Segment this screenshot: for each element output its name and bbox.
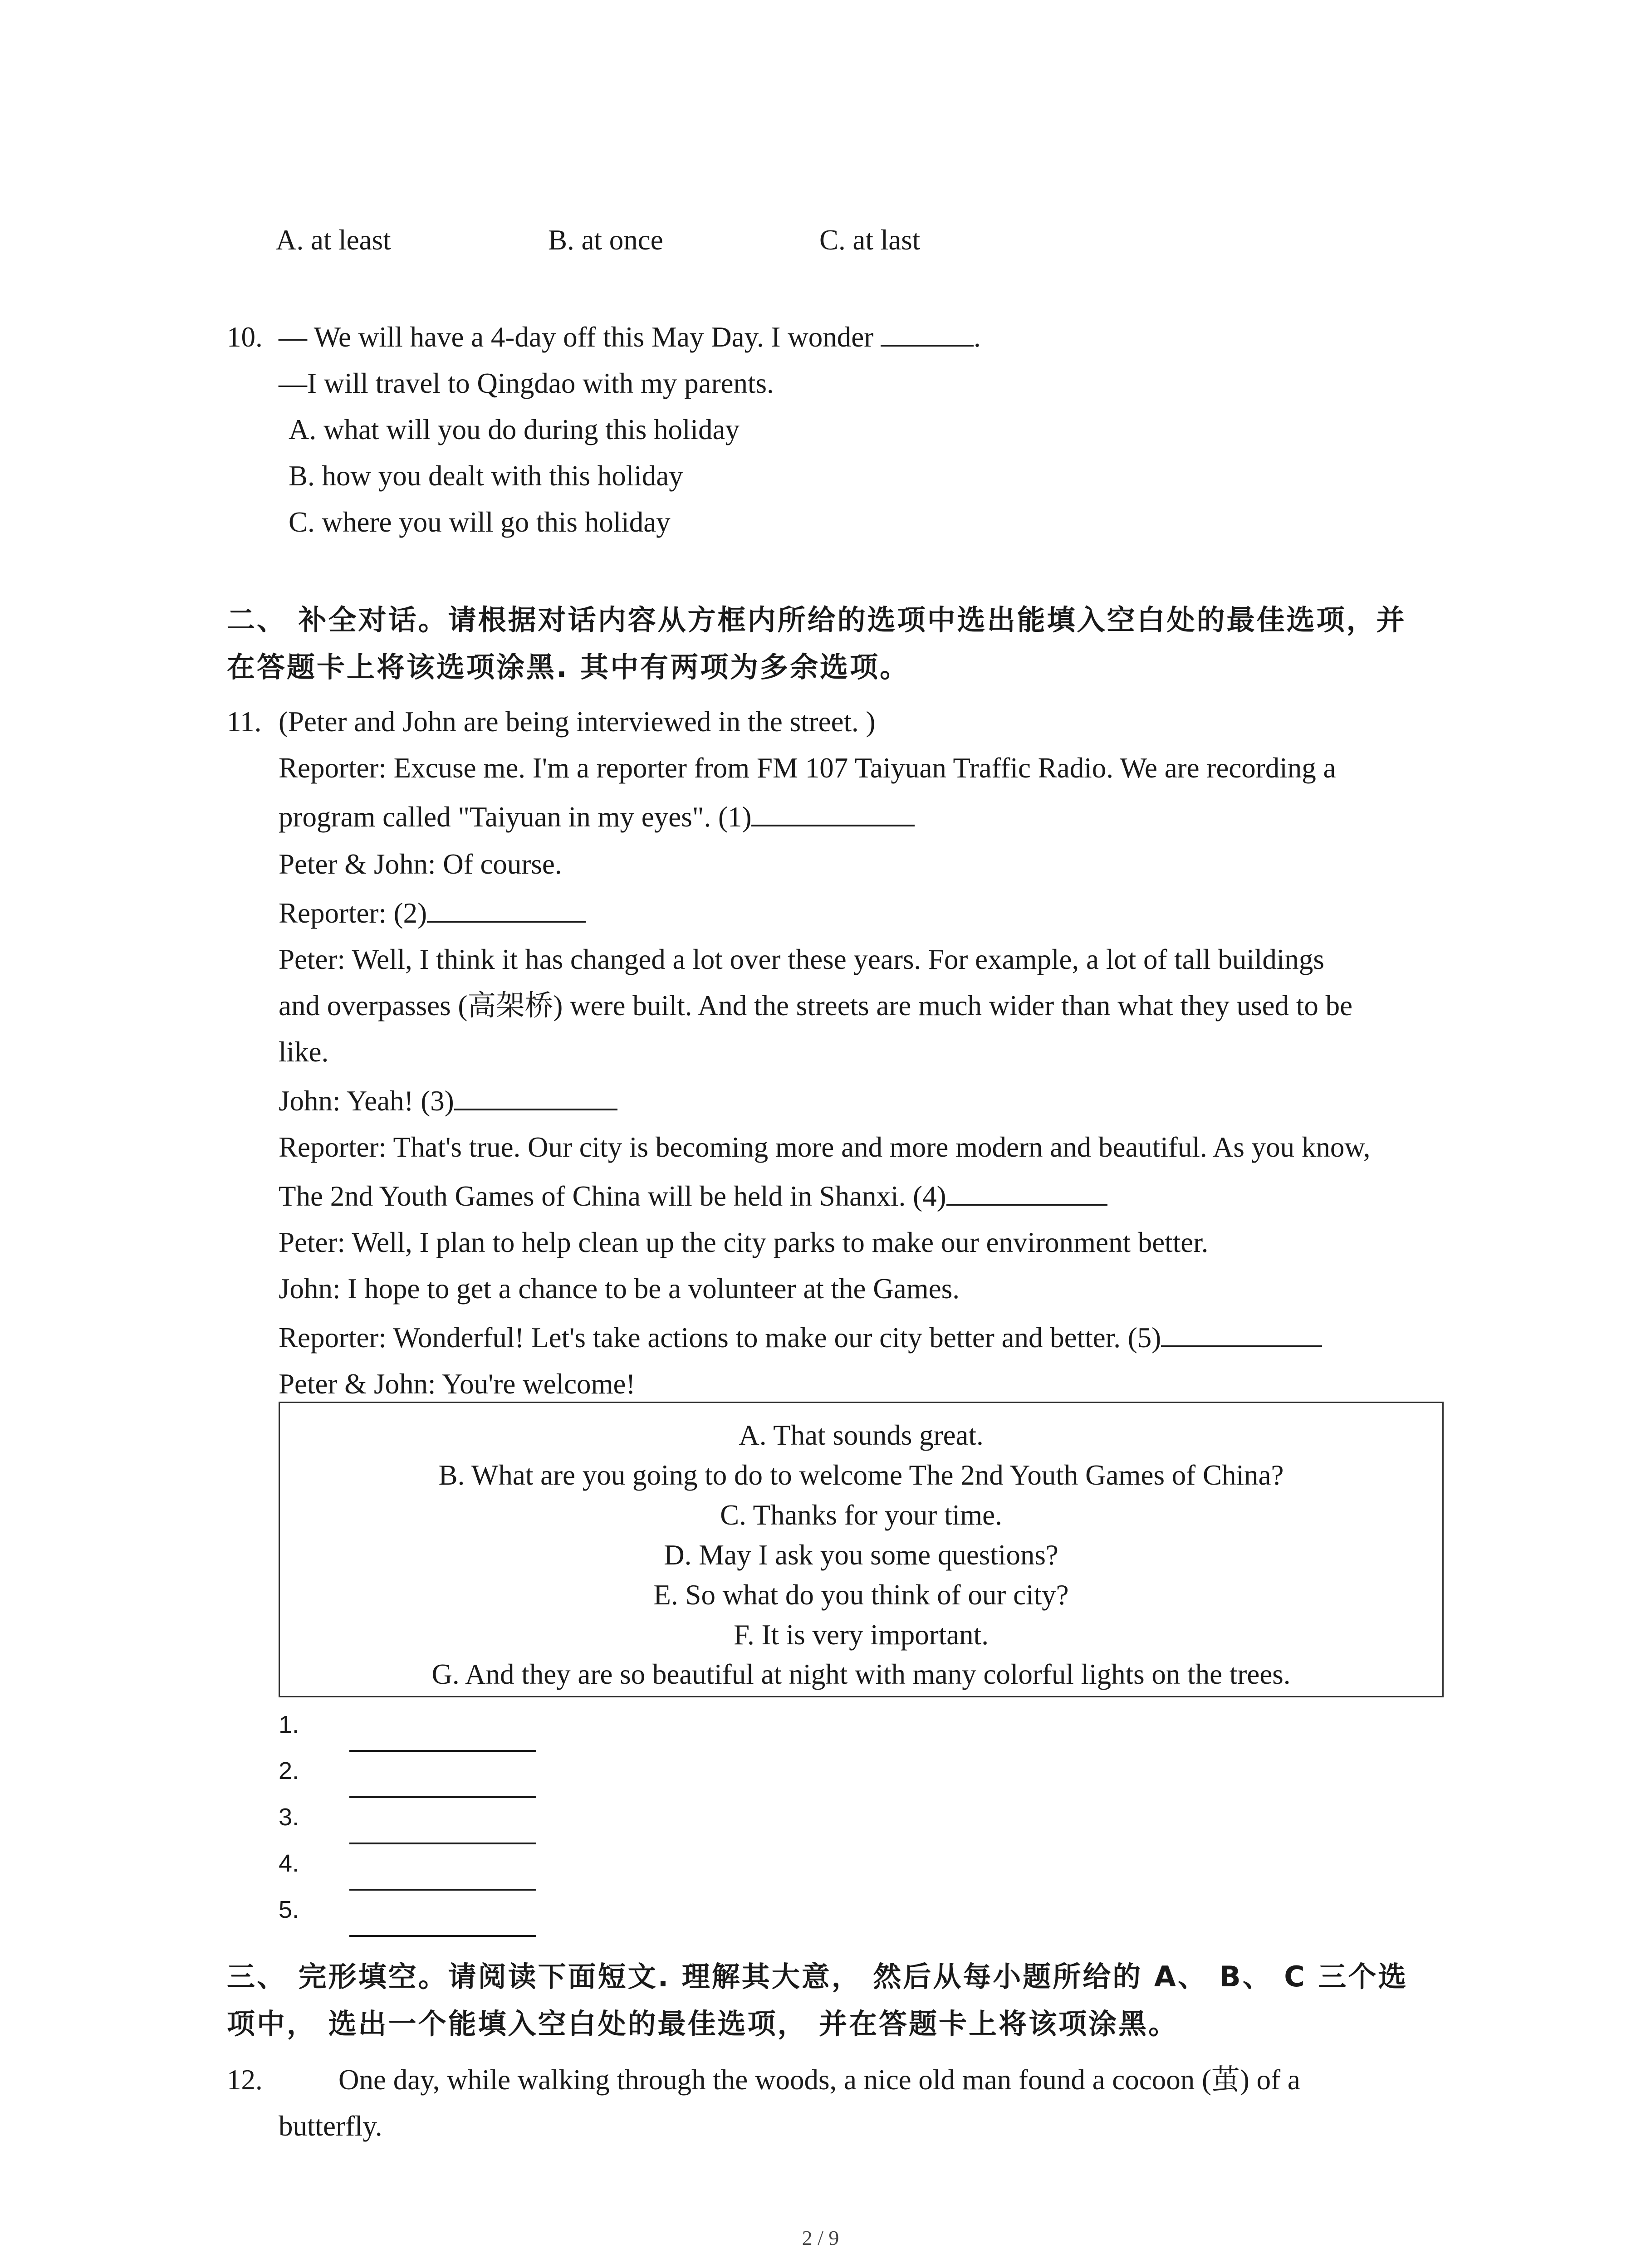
q10-prompt [279,323,981,352]
options-box [279,1402,1444,1697]
section2-heading-line1: 二、 补全对话。请根据对话内容从方框内所给的选项中选出能填入空白处的最佳选项，并 [227,603,1406,636]
q10-option-a: A. what will you do during this holiday [289,414,740,445]
answer-number-2: 2. [279,1757,299,1784]
q11-line-5 [279,899,586,928]
q10-option-b: B. how you dealt with this holiday [289,460,683,492]
q10-number: 10. [227,321,263,353]
q9-option-c: C. at last [819,224,921,256]
q11-line-9 [279,1087,617,1115]
answer-number-1: 1. [279,1711,299,1738]
answer-line-3[interactable] [349,1843,536,1844]
q11-scene: (Peter and John are being interviewed in the street. ) [279,706,876,738]
q11-line-3-text: program called "Taiyuan in my eyes". (1) [279,801,752,833]
section3-heading-line1: 三、 完形填空。请阅读下面短文. 理解其大意， 然后从每小题所给的 A、 B、 C 三个选 [227,1960,1408,1993]
answer-number-3: 3. [279,1804,299,1831]
q11-line-11 [279,1182,1107,1211]
q12-line-1: One day, while walking through the woods, a nice old man found a cocoon (茧) of a [338,2064,1300,2096]
answer-line-5[interactable] [349,1935,536,1937]
q9-option-a: A. at least [276,224,391,256]
answer-line-1[interactable] [349,1750,536,1752]
answer-line-2[interactable] [349,1796,536,1798]
option-d: D. May I ask you some questions? [664,1539,1058,1571]
section2-heading-line2: 在答题卡上将该选项涂黑. 其中有两项为多余选项。 [227,650,910,684]
q11-line-10: Reporter: That's true. Our city is becoming more and more modern and beautiful. As you know, [279,1131,1371,1163]
q9-option-b: B. at once [548,224,663,256]
q12-number: 12. [227,2064,263,2096]
option-b: B. What are you going to do to welcome The 2nd Youth Games of China? [438,1459,1284,1491]
q11-line-13: John: I hope to get a chance to be a volunteer at the Games. [279,1273,960,1305]
q11-line-12: Peter: Well, I plan to help clean up the city parks to make our environment better. [279,1227,1209,1258]
page-number: 2 / 9 [802,2226,839,2249]
answer-number-4: 4. [279,1850,299,1877]
blank-5 [1161,1342,1322,1347]
answer-number-5: 5. [279,1896,299,1923]
q11-line-9-text: John: Yeah! (3) [279,1085,454,1117]
blank-4 [946,1200,1107,1206]
q11-line-2: Reporter: Excuse me. I'm a reporter from FM 107 Taiyuan Traffic Radio. We are recording a [279,752,1336,784]
q10-option-c: C. where you will go this holiday [289,506,671,538]
q11-line-11-text: The 2nd Youth Games of China will be held in Shanxi. (4) [279,1180,946,1212]
option-e: E. So what do you think of our city? [653,1579,1069,1611]
q11-line-14 [279,1324,1322,1352]
q11-line-6: Peter: Well, I think it has changed a lot over these years. For example, a lot of tall buildings [279,943,1324,975]
q11-line-4: Peter & John: Of course. [279,848,562,880]
q11-line-7: and overpasses (高架桥) were built. And the streets are much wider than what they used to be [279,990,1353,1022]
option-f: F. It is very important. [734,1619,989,1651]
q10-period: . [973,321,981,353]
blank-3 [454,1105,617,1110]
q12-line-2: butterfly. [279,2110,382,2142]
section3-heading-line2: 项中， 选出一个能填入空白处的最佳选项， 并在答题卡上将该项涂黑。 [227,2007,1179,2040]
answer-line-4[interactable] [349,1889,536,1891]
option-a: A. That sounds great. [739,1419,984,1451]
option-c: C. Thanks for your time. [720,1499,1002,1531]
q11-number: 11. [227,706,262,738]
q10-reply: —I will travel to Qingdao with my parents. [279,367,774,399]
q11-line-15: Peter & John: You're welcome! [279,1368,636,1400]
blank-1 [751,821,915,826]
blank-2 [427,917,586,923]
q11-line-8: like. [279,1036,329,1068]
q11-line-5-text: Reporter: (2) [279,897,427,929]
q11-line-3 [279,803,915,831]
option-g: G. And they are so beautiful at night with many colorful lights on the trees. [431,1658,1291,1690]
q10-prompt-text: — We will have a 4-day off this May Day. I wonder [279,321,874,353]
q11-line-14-text: Reporter: Wonderful! Let's take actions to make our city better and better. (5) [279,1322,1161,1354]
q10-blank [881,341,974,347]
